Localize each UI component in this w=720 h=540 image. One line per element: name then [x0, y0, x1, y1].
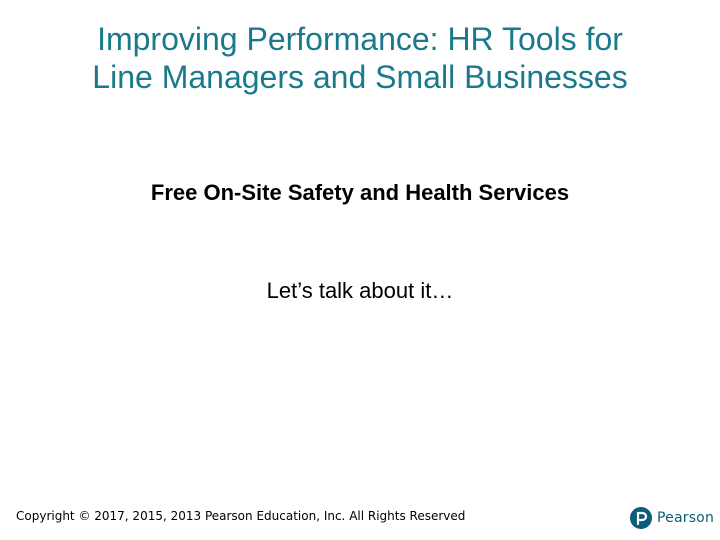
pearson-logo-text: Pearson — [657, 510, 715, 526]
slide-title-line-1: Improving Performance: HR Tools for — [97, 21, 623, 57]
copyright-notice: Copyright © 2017, 2015, 2013 Pearson Education, Inc. All Rights Reserved — [16, 509, 466, 523]
pearson-logo — [630, 506, 714, 530]
slide-title — [0, 20, 720, 96]
slide-body-text: Let’s talk about it… — [266, 278, 454, 303]
slide-subheading: Free On-Site Safety and Health Services — [150, 180, 570, 205]
slide-title-line-2: Line Managers and Small Businesses — [92, 59, 628, 95]
pearson-logo-icon — [630, 507, 652, 529]
